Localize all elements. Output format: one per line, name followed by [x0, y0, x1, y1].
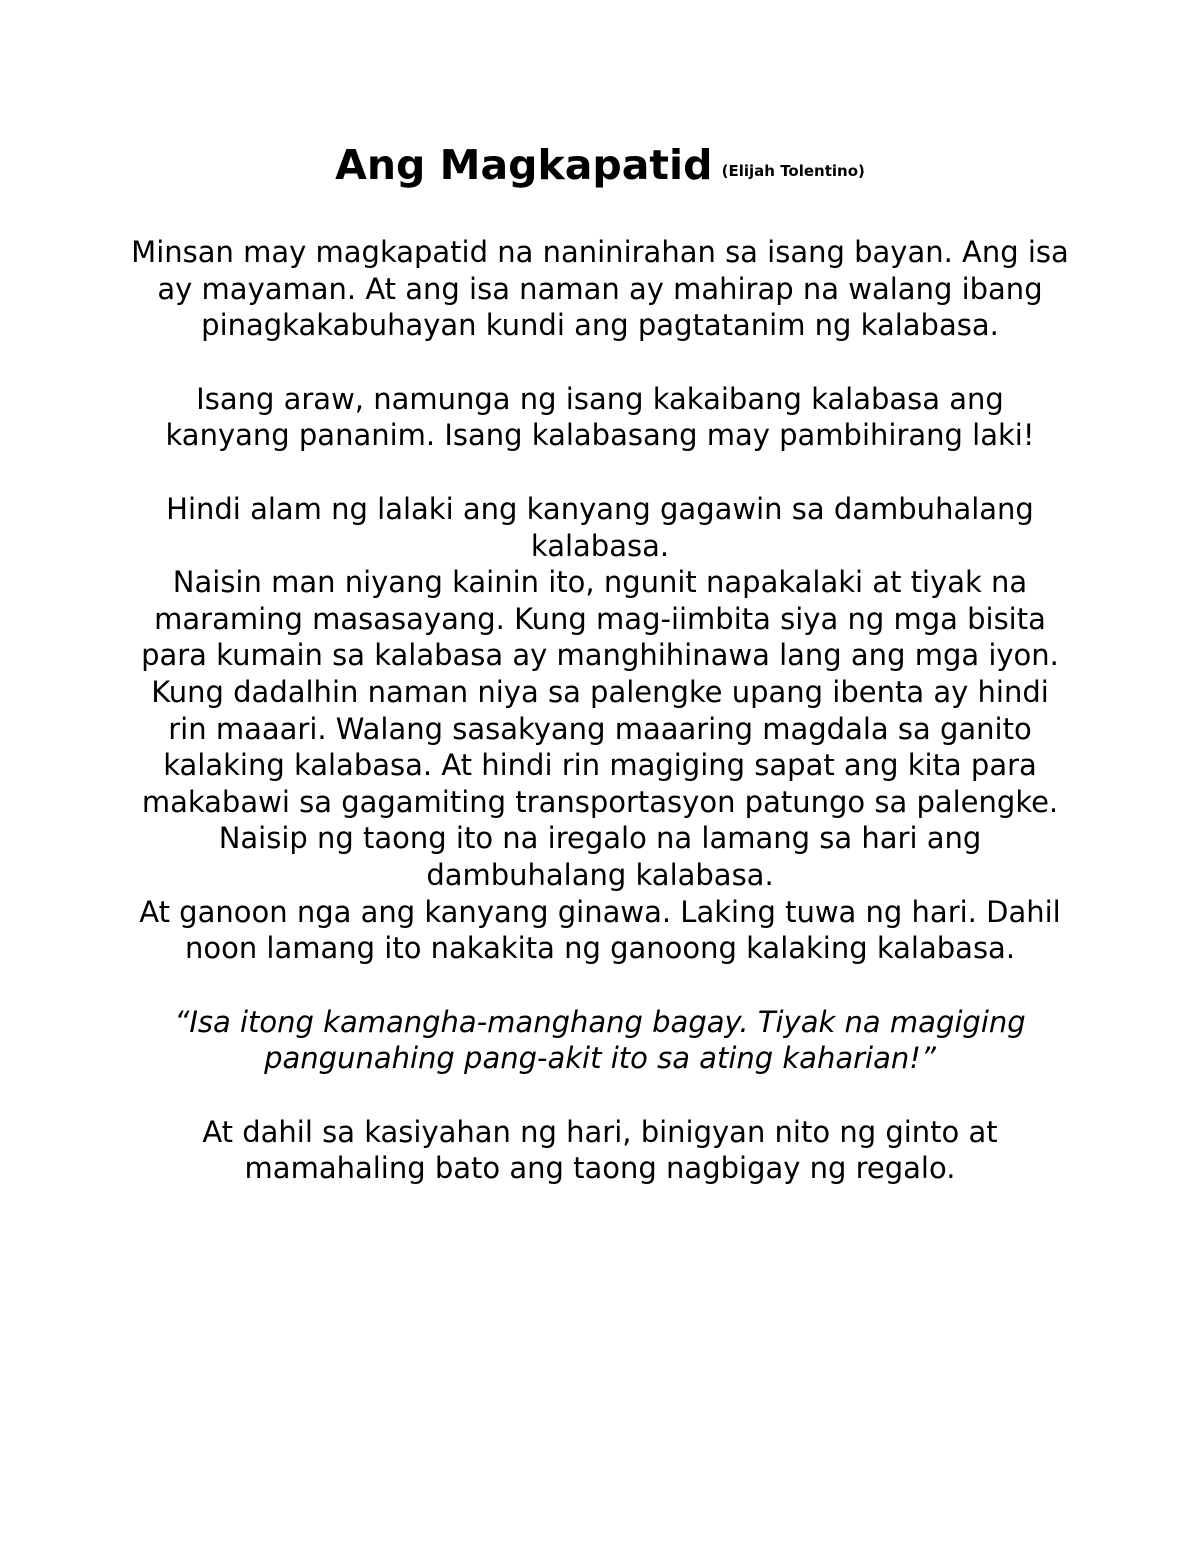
paragraph-5: Naisip ng taong ito na iregalo na lamang sa hari ang dambuhalang kalabasa.: [218, 821, 982, 892]
document-title: Ang Magkapatid: [335, 141, 713, 189]
paragraph-3: Hindi alam ng lalaki ang kanyang gagawin sa dambuhalang kalabasa.: [166, 491, 1034, 563]
paragraph-2: Isang araw, namunga ng isang kakaibang kalabasa ang kanyang pananim. Isang kalabasang may pambihirang laki!: [165, 381, 1035, 453]
document-author: (Elijah Tolentino): [721, 162, 865, 180]
king-quote: “Isa itong kamangha-manghang bagay. Tiyak na magiging pangunahing pang-akit ito sa ating kaharian!”: [174, 1004, 1026, 1076]
paragraph-8: At dahil sa kasiyahan ng hari, binigyan nito ng ginto at mamahaling bato ang taong nagbigay ng regalo.: [202, 1114, 998, 1186]
paragraph-4: Naisin man niyang kainin ito, ngunit napakalaki at tiyak na maraming masasayang. Kung mag-iimbita siya ng mga bisita para kumain sa kalabasa ay manghihinawa lang ang mga iyon. Kung dadalhin naman niya sa palengke upang ibenta ay hindi rin maaari. Walang sasakyang maaaring magdala sa ganito kalaking kalabasa. At hindi rin magiging sapat ang kita para makabawi sa gagamiting transportasyon patungo sa palengke.: [141, 565, 1059, 819]
paragraph-6: At ganoon nga ang kanyang ginawa. Laking tuwa ng hari. Dahil noon lamang ito nakakita ng ganoong kalaking kalabasa.: [139, 894, 1061, 966]
document-page: [130, 140, 1070, 1187]
paragraph-1: Minsan may magkapatid na naninirahan sa isang bayan. Ang isa ay mayaman. At ang isa naman ay mahirap na walang ibang pinagkakabuhayan kundi ang pagtatanim ng kalabasa.: [131, 235, 1069, 343]
title-line: [130, 140, 1070, 196]
